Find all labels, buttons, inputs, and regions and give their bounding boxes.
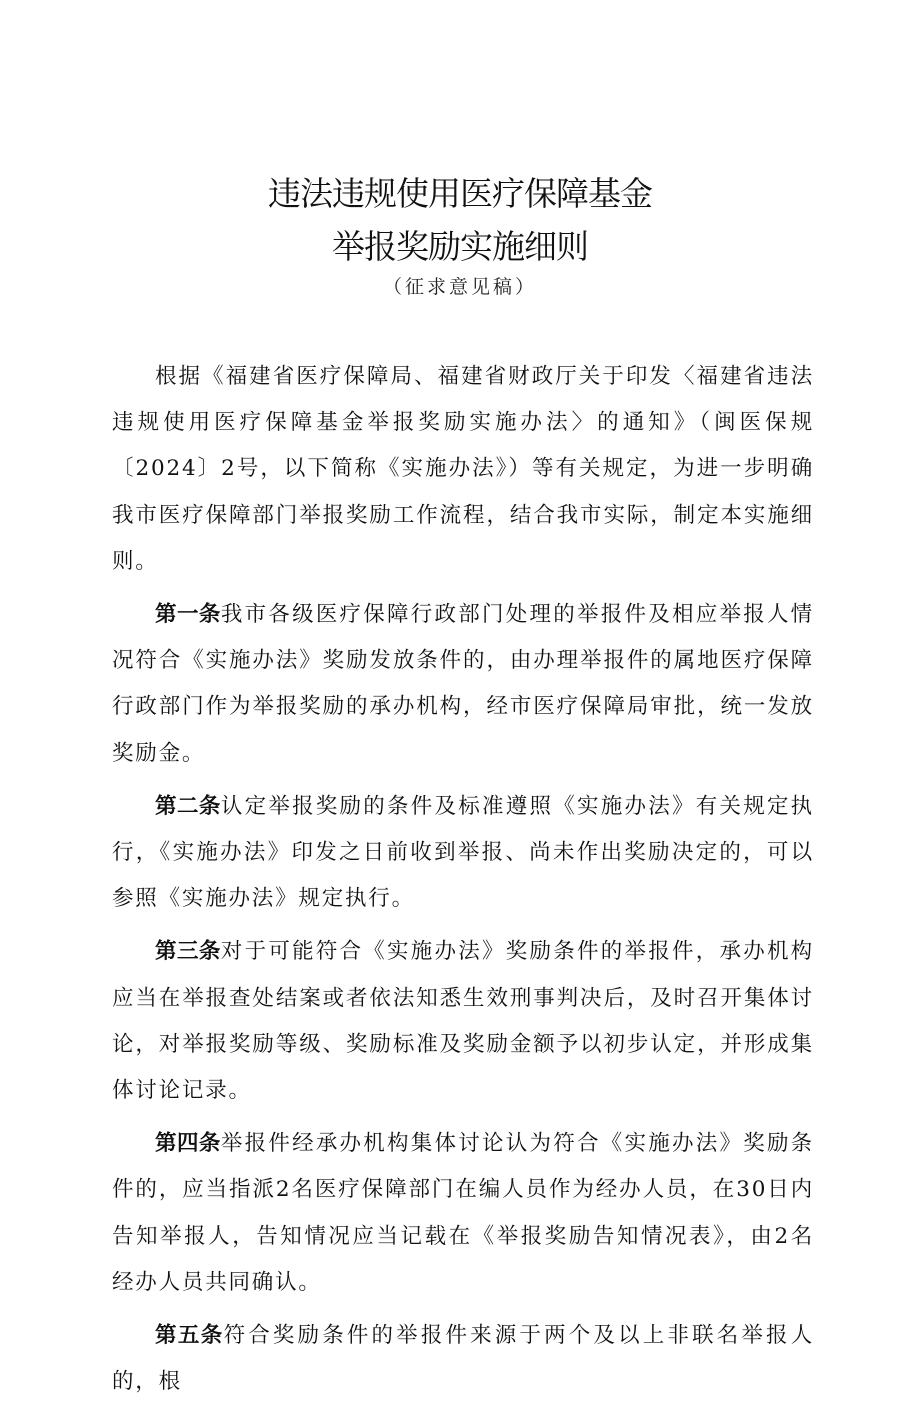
article-3-text: 对于可能符合《实施办法》奖励条件的举报件，承办机构应当在举报查处结案或者依法知悉生效刑事判决后，及时召开集体讨论，对举报奖励等级、奖励标准及奖励金额予以初步认定，并形成集体讨论记录。: [112, 939, 814, 1104]
article-2-text: 认定举报奖励的条件及标准遵照《实施办法》有关规定执行，《实施办法》印发之日前收到举报、尚未作出奖励决定的，可以参照《实施办法》规定执行。: [112, 793, 814, 912]
article-4-text: 举报件经承办机构集体讨论认为符合《实施办法》奖励条件的，应当指派2名医疗保障部门在编人员作为经办人员，在30日内告知举报人，告知情况应当记载在《举报奖励告知情况表》，由2名经办人员共同确认。: [112, 1131, 814, 1295]
document-title-line1: 违法违规使用医疗保障基金: [268, 174, 652, 213]
preamble-paragraph: 根据《福建省医疗保障局、福建省财政厅关于印发〈福建省违法违规使用医疗保障基金举报奖励实施办法〉的通知》（闽医保规〔2024〕2号，以下简称《实施办法》）等有关规定，为进一步明确我市医疗保障部门举报奖励工作流程，结合我市实际，制定本实施细则。: [112, 364, 814, 574]
article-5-label: 第五条: [155, 1323, 224, 1349]
article-3-label: 第三条: [155, 939, 221, 965]
article-4: [112, 1121, 814, 1306]
article-1-label: 第一条: [155, 602, 221, 628]
article-3: [112, 929, 814, 1114]
article-4-label: 第四条: [155, 1131, 221, 1157]
document-body: [112, 354, 814, 1405]
document-subtitle: （征求意见稿）: [382, 276, 537, 298]
document-title-line2: 举报奖励实施细则: [332, 227, 588, 266]
article-2: [112, 784, 814, 923]
article-5: [112, 1313, 814, 1405]
article-1: [112, 592, 814, 777]
article-5-text: 符合奖励条件的举报件来源于两个及以上非联名举报人的，根: [112, 1323, 814, 1395]
article-1-text: 我市各级医疗保障行政部门处理的举报件及相应举报人情况符合《实施办法》奖励发放条件的，由办理举报件的属地医疗保障行政部门作为举报奖励的承办机构，经市医疗保障局审批，统一发放奖励金。: [112, 602, 814, 766]
article-2-label: 第二条: [155, 793, 221, 819]
